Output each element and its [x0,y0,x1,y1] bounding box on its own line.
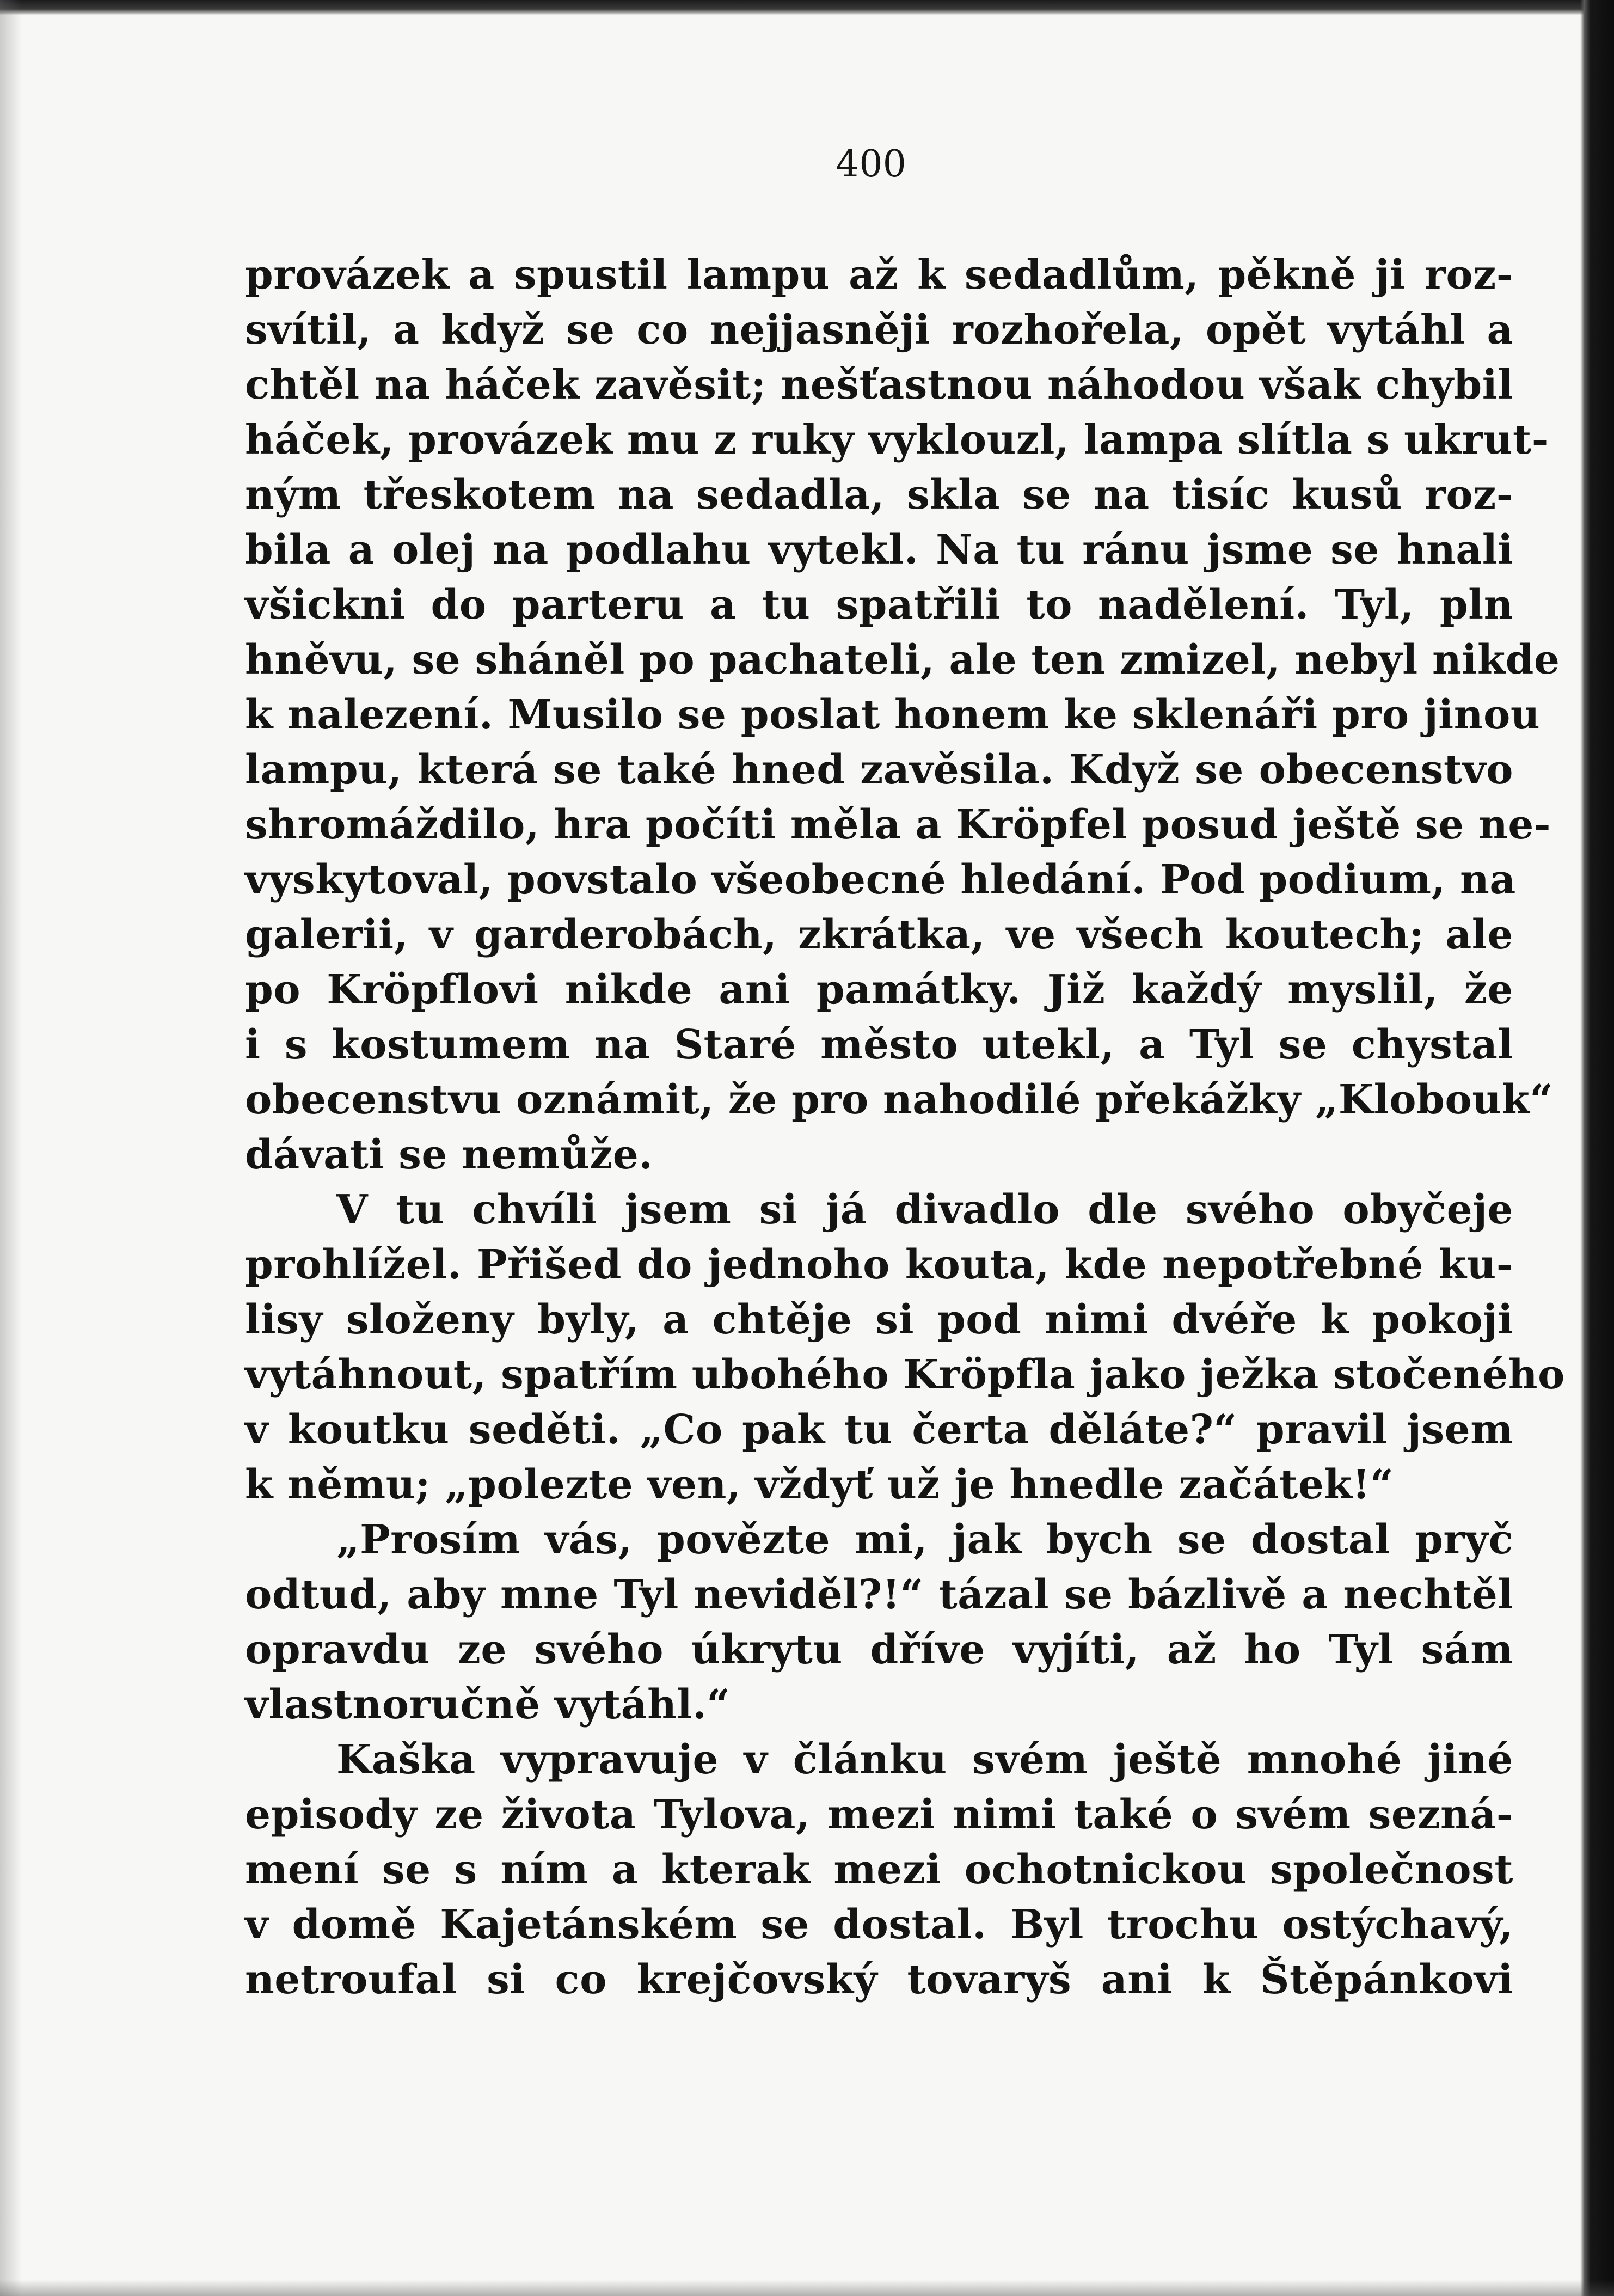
text-line: bila a olej na podlahu vytekl. Na tu ránu jsme se hnali [245,526,1513,573]
text-line: k němu; „polezte ven, vždyť už je hnedle začátek!“ [245,1461,1394,1508]
scan-top-edge [0,0,1614,15]
text-line: vlastnoručně vytáhl.“ [245,1681,731,1728]
text-line: v domě Kajetánském se dostal. Byl trochu ostýchavý, [245,1901,1513,1948]
text-line: chtěl na háček zavěsit; nešťastnou náhodou však chybil [245,362,1513,408]
text-line: lampu, která se také hned zavěsila. Když se obecenstvo [245,746,1513,793]
text-line: provázek a spustil lampu až k sedadlům, pěkně ji roz- [245,252,1513,298]
text-line: Kaška vypravuje v článku svém ještě mnohé jiné [336,1736,1513,1783]
text-line: galerii, v garderobách, zkrátka, ve všech koutech; ale [245,911,1513,958]
text-line: háček, provázek mu z ruky vyklouzl, lampa slítla s ukrut- [245,417,1549,463]
text-line: svítil, a když se co nejjasněji rozhořela, opět vytáhl a [245,307,1513,353]
scan-bottom-edge [0,2280,1614,2296]
text-line: „Prosím vás, povězte mi, jak bych se dostal pryč [336,1516,1513,1563]
text-line: vytáhnout, spatřím ubohého Kröpfla jako ježka stočeného [245,1351,1565,1398]
text-line: i s kostumem na Staré město utekl, a Tyl se chystal [245,1021,1513,1068]
text-line: lisy složeny byly, a chtěje si pod nimi dvéře k pokoji [245,1296,1513,1343]
text-line: všickni do parteru a tu spatřili to nadělení. Tyl, pln [245,581,1513,628]
text-line: netroufal si co krejčovský tovaryš ani k Štěpánkovi [245,1956,1513,2003]
text-line: odtud, aby mne Tyl neviděl?!“ tázal se bázlivě a nechtěl [245,1571,1513,1618]
text-line: prohlížel. Přišed do jednoho kouta, kde nepotřebné ku- [245,1241,1513,1288]
body-text [245,248,1565,2007]
text-line: V tu chvíli jsem si já divadlo dle svého obyčeje [336,1186,1513,1233]
scan-right-edge [1580,0,1614,2296]
scan-left-edge [0,0,22,2296]
text-line: episody ze života Tylova, mezi nimi také o svém sezná- [245,1791,1513,1838]
text-line: hněvu, se sháněl po pachateli, ale ten zmizel, nebyl nikde [245,636,1560,683]
text-line: dávati se nemůže. [245,1131,653,1178]
text-line: k nalezení. Musilo se poslat honem ke sklenáři pro jinou [245,691,1541,738]
text-line: shromáždilo, hra počíti měla a Kröpfel posud ještě se ne- [245,801,1551,848]
text-line: opravdu ze svého úkrytu dříve vyjíti, až ho Tyl sám [245,1626,1513,1673]
text-line: ným třeskotem na sedadla, skla se na tisíc kusů roz- [245,472,1513,518]
text-line: mení se s ním a kterak mezi ochotnickou společnost [245,1846,1513,1893]
text-line: vyskytoval, povstalo všeobecné hledání. Pod podium, na [245,856,1516,903]
text-line: po Kröpflovi nikde ani památky. Již každý myslil, že [245,966,1513,1013]
text-line: v koutku seděti. „Co pak tu čerta děláte?“ pravil jsem [245,1406,1513,1453]
page-number: 400 [836,143,906,186]
text-line: obecenstvu oznámit, že pro nahodilé překážky „Klobouk“ [245,1076,1554,1123]
